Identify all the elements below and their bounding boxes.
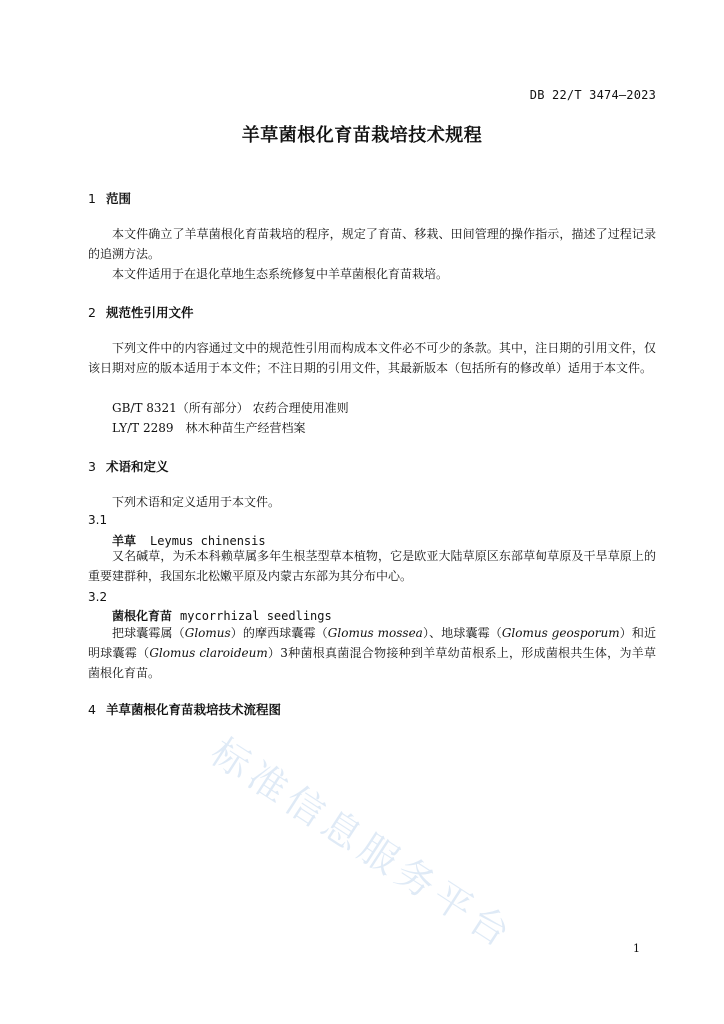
- page-number: 1: [633, 942, 640, 955]
- section-number: 3: [88, 459, 96, 474]
- term-3-1-number: 3.1: [88, 513, 108, 527]
- term-3-1-definition: 又名碱草，为禾本科赖草属多年生根茎型草本植物，它是欧亚大陆草原区东部草甸草原及干旱草原上的重要建群种，我国东北松嫩平原及内蒙古东部为其分布中心。: [88, 549, 656, 583]
- section-1-paragraph-1: 本文件确立了羊草菌根化育苗栽培的程序，规定了育苗、移栽、田间管理的操作指示，描述了过程记录的追溯方法。: [88, 227, 656, 261]
- section-3-intro: 下列术语和定义适用于本文件。: [112, 495, 281, 509]
- reference-gb-t-8321: GB/T 8321（所有部分） 农药合理使用准则: [112, 401, 349, 415]
- term-3-2-number: 3.2: [88, 590, 108, 604]
- watermark: 标准信息服务平台: [203, 729, 523, 959]
- section-title: 羊草菌根化育苗栽培技术流程图: [106, 702, 282, 717]
- section-title: 规范性引用文件: [106, 305, 194, 320]
- section-1-heading: [88, 189, 131, 207]
- standard-code: DB 22/T 3474—2023: [529, 88, 656, 102]
- section-number: 1: [88, 191, 96, 206]
- section-2-paragraph: 下列文件中的内容通过文中的规范性引用而构成本文件必不可少的条款。其中，注日期的引用文件，仅该日期对应的版本适用于本文件；不注日期的引用文件，其最新版本（包括所有的修改单）适用于本文件。: [88, 341, 656, 375]
- term-chinese: 羊草: [112, 534, 137, 548]
- section-1-paragraph-2: 本文件适用于在退化草地生态系统修复中羊草菌根化育苗栽培。: [112, 267, 449, 281]
- section-title: 术语和定义: [106, 459, 169, 474]
- term-3-2-definition: 把球囊霉属（Glomus）的摩西球囊霉（Glomus mossea）、地球囊霉（Glomus geosporum）和近明球囊霉（Glomus claroideum）3种菌根真菌混合物接种到羊草幼苗根系上，形成菌根共生体，为羊草菌根化育苗。: [88, 626, 656, 680]
- term-chinese: 菌根化育苗: [112, 609, 173, 623]
- section-number: 2: [88, 305, 96, 320]
- section-number: 4: [88, 702, 96, 717]
- term-english: mycorrhizal seedlings: [180, 609, 332, 623]
- term-3-2-title: [112, 607, 332, 624]
- section-title: 范围: [106, 191, 132, 206]
- term-english: Leymus chinensis: [150, 534, 266, 548]
- section-4-heading: [88, 700, 281, 718]
- section-3-heading: [88, 457, 169, 475]
- section-2-heading: [88, 303, 194, 321]
- reference-ly-t-2289: LY/T 2289 林木种苗生产经营档案: [112, 421, 306, 435]
- document-title: 羊草菌根化育苗栽培技术规程: [241, 125, 483, 146]
